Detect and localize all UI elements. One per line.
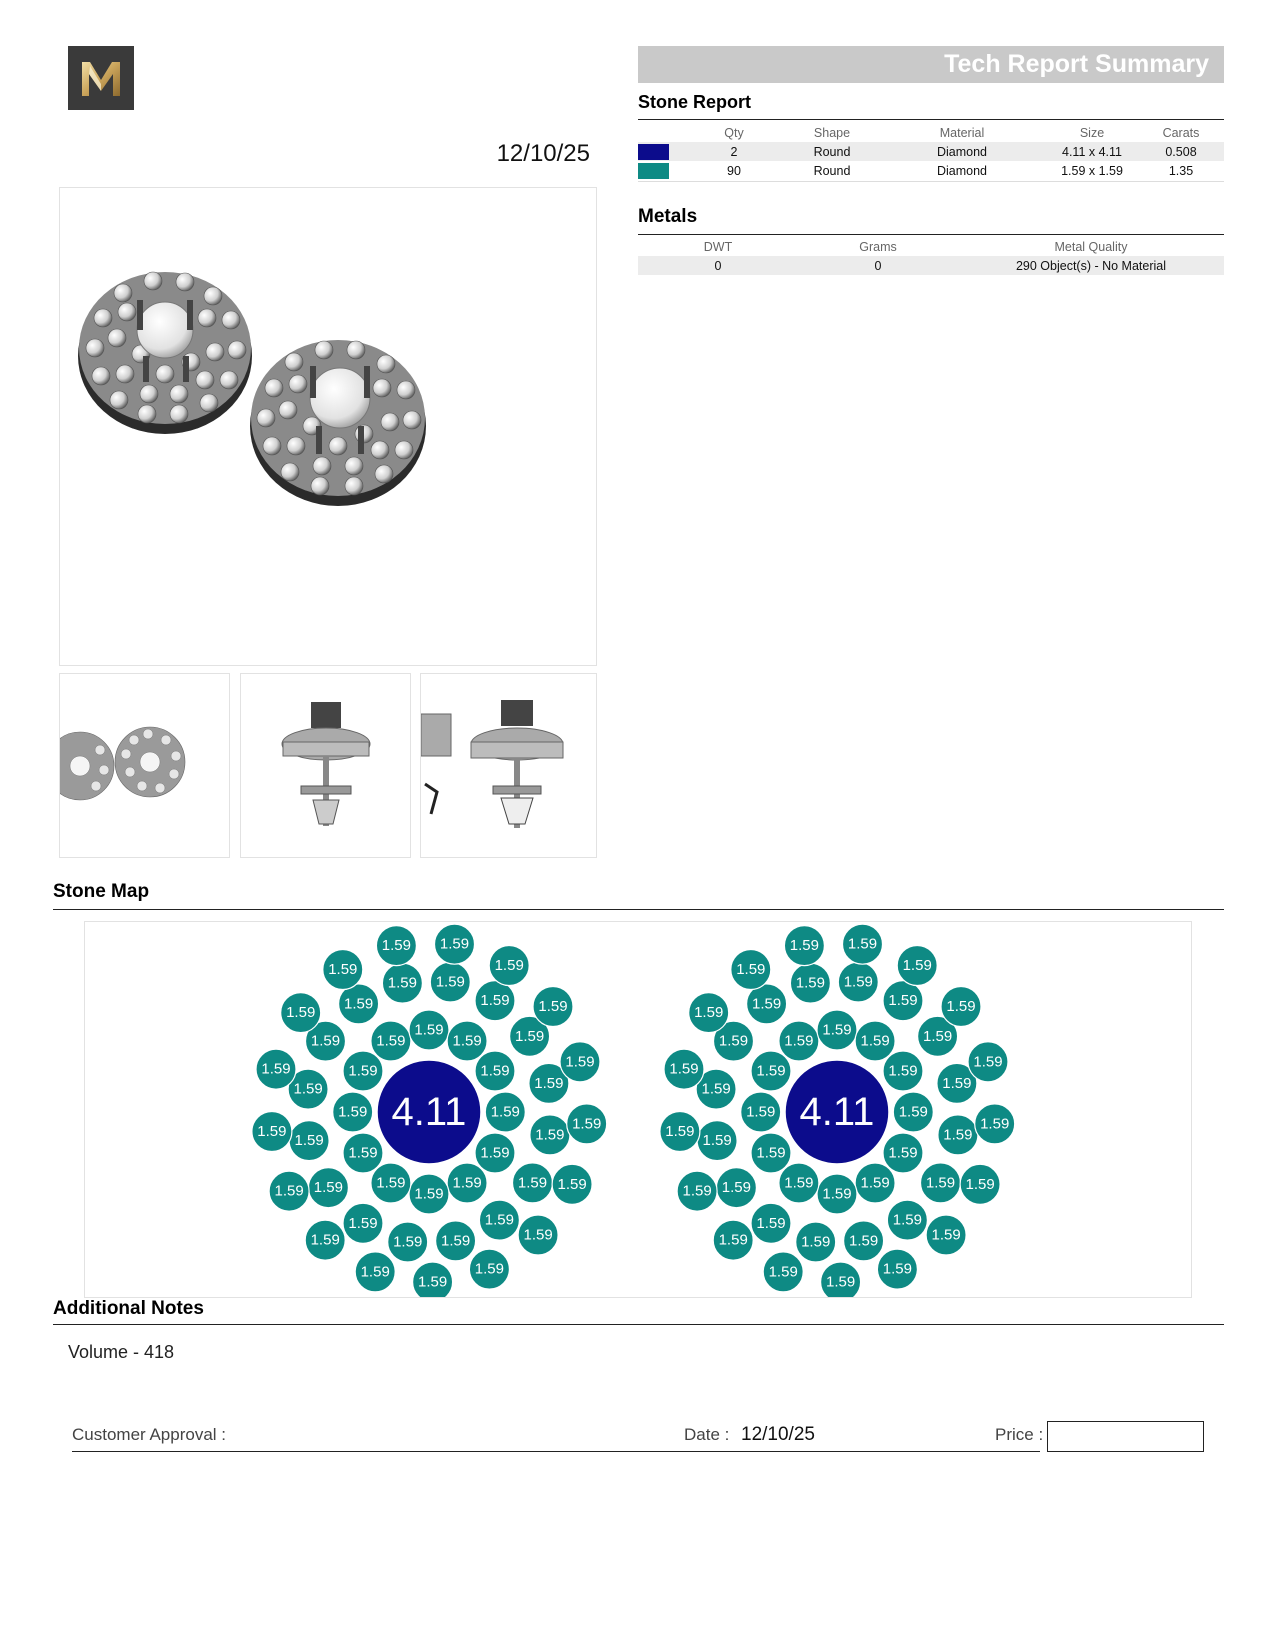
stone-report-bottom-rule — [638, 181, 1224, 182]
small-stone — [790, 963, 830, 1003]
small-stone-label: 1.59 — [922, 1027, 953, 1045]
col-size: Size — [1079, 125, 1105, 140]
small-stone-label: 1.59 — [435, 973, 465, 991]
stone-map — [84, 921, 1192, 1298]
small-stone — [436, 1221, 476, 1261]
small-stone — [751, 1051, 791, 1091]
small-stone-label: 1.59 — [286, 1004, 316, 1022]
small-stone — [796, 1222, 836, 1262]
small-stone-label: 1.59 — [274, 1182, 304, 1200]
metals-table — [638, 237, 1224, 275]
small-stone-label: 1.59 — [736, 961, 766, 978]
small-stone-label: 1.59 — [965, 1175, 995, 1193]
small-stone-label: 1.59 — [484, 1211, 515, 1229]
notes-rule — [53, 1324, 1224, 1325]
small-stone — [371, 1021, 411, 1061]
small-stone-label: 1.59 — [973, 1053, 1003, 1071]
stone-color-swatch — [638, 144, 669, 160]
small-stone — [256, 1049, 296, 1089]
small-stone-label: 1.59 — [925, 1174, 956, 1192]
small-stone-label: 1.59 — [439, 935, 470, 953]
small-stone-label: 1.59 — [756, 1062, 786, 1080]
small-stone-label: 1.59 — [360, 1263, 390, 1281]
small-stone-label: 1.59 — [376, 1174, 406, 1192]
small-stone-label: 1.59 — [376, 1032, 406, 1050]
small-stone-label: 1.59 — [348, 1144, 378, 1162]
small-stone — [413, 1262, 453, 1297]
small-stone-label: 1.59 — [310, 1231, 340, 1249]
approval-date-value: 12/10/25 — [741, 1424, 815, 1445]
small-stone — [475, 981, 515, 1021]
col-shape: Shape — [813, 125, 851, 140]
small-stone — [343, 1051, 383, 1091]
small-stone-label: 1.59 — [882, 1260, 913, 1278]
small-stone-label: 1.59 — [343, 995, 374, 1013]
small-stone — [269, 1171, 309, 1211]
center-stone-label: 4.11 — [799, 1090, 875, 1134]
thumbnail-side-view[interactable] — [240, 673, 411, 858]
small-stone-label: 1.59 — [892, 1211, 923, 1229]
small-stone-label: 1.59 — [565, 1053, 595, 1071]
col-qty: Qty — [724, 125, 744, 140]
small-stone — [479, 1200, 519, 1240]
small-stone — [784, 926, 824, 966]
small-stone-label: 1.59 — [328, 961, 358, 978]
small-stone-label: 1.59 — [414, 1021, 444, 1039]
small-stone — [677, 1171, 717, 1211]
col-carats: Carats — [1162, 125, 1200, 140]
small-stone — [530, 1115, 570, 1155]
small-stone — [821, 1262, 861, 1297]
small-stone — [877, 1249, 917, 1289]
small-stone-label: 1.59 — [572, 1115, 602, 1133]
signature-line[interactable] — [72, 1451, 1040, 1452]
small-stone — [660, 1112, 700, 1152]
small-stone — [897, 946, 937, 986]
small-stone — [388, 1222, 428, 1262]
col-material: Material — [939, 125, 985, 140]
small-stone-label: 1.59 — [751, 995, 782, 1013]
small-stone — [552, 1164, 592, 1204]
small-stone — [333, 1092, 373, 1132]
small-stone-label: 1.59 — [822, 1021, 852, 1039]
small-stone-label: 1.59 — [417, 1273, 448, 1291]
small-stone — [926, 1215, 966, 1255]
small-stone-label: 1.59 — [860, 1174, 890, 1192]
small-stone — [751, 1203, 791, 1243]
small-stone-label: 1.59 — [860, 1032, 890, 1050]
center-stone — [377, 1060, 481, 1164]
small-stone — [447, 1021, 487, 1061]
small-stone — [844, 1221, 884, 1261]
report-date: 12/10/25 — [496, 140, 590, 167]
small-stone-label: 1.59 — [257, 1123, 287, 1140]
small-stone — [697, 1121, 737, 1161]
small-stone-label: 1.59 — [822, 1185, 852, 1203]
table-row: 90 Round Diamond 1.59 x 1.59 1.35 — [638, 161, 1224, 180]
small-stone — [838, 962, 878, 1002]
col-grams: Grams — [859, 239, 897, 254]
small-stone — [689, 993, 729, 1033]
small-stone-label: 1.59 — [440, 1232, 471, 1250]
small-stone — [308, 1168, 348, 1208]
small-stone-label: 1.59 — [902, 957, 932, 974]
small-stone — [475, 1051, 515, 1091]
small-stone-label: 1.59 — [490, 1103, 520, 1121]
small-stone-label: 1.59 — [348, 1214, 378, 1232]
small-stone-label: 1.59 — [756, 1214, 786, 1232]
small-stone — [731, 950, 771, 990]
small-stone-label: 1.59 — [538, 998, 568, 1015]
small-stone — [289, 1121, 329, 1161]
small-stone-label: 1.59 — [801, 1233, 831, 1251]
notes-heading: Additional Notes — [53, 1298, 204, 1319]
small-stone — [941, 987, 981, 1027]
small-stone — [713, 1220, 753, 1260]
small-stone-label: 1.59 — [756, 1144, 786, 1162]
small-stone-label: 1.59 — [701, 1080, 731, 1098]
small-stone-label: 1.59 — [784, 1032, 814, 1050]
small-stone-label: 1.59 — [480, 1062, 510, 1080]
small-stone — [430, 962, 470, 1002]
stone-map-heading: Stone Map — [53, 881, 150, 902]
stone-report-table — [638, 123, 1224, 180]
table-row: 0 0 290 Object(s) - No Material — [638, 256, 1224, 275]
small-stone — [664, 1049, 704, 1089]
small-stone — [968, 1042, 1008, 1082]
small-stone — [938, 1115, 978, 1155]
small-stone-label: 1.59 — [381, 937, 412, 955]
small-stone — [355, 1252, 395, 1292]
small-stone — [893, 1092, 933, 1132]
small-stone-label: 1.59 — [514, 1027, 545, 1045]
small-stone — [485, 1092, 525, 1132]
small-stone — [376, 926, 416, 966]
small-stone — [817, 1174, 857, 1214]
small-stone-label: 1.59 — [348, 1062, 378, 1080]
customer-approval-label: Customer Approval : — [72, 1425, 227, 1444]
small-stone-label: 1.59 — [523, 1226, 553, 1244]
stone-map-rule — [53, 909, 1224, 910]
small-stone — [447, 1163, 487, 1203]
small-stone — [513, 1163, 553, 1203]
small-stone — [489, 946, 529, 986]
small-stone-label: 1.59 — [452, 1032, 482, 1050]
small-stone — [843, 924, 883, 964]
small-stone — [887, 1200, 927, 1240]
small-stone-label: 1.59 — [943, 1126, 973, 1144]
small-stone-label: 1.59 — [517, 1174, 548, 1192]
small-stone — [779, 1163, 819, 1203]
small-stone-label: 1.59 — [825, 1273, 856, 1291]
stone-color-swatch — [638, 163, 669, 179]
company-logo — [68, 46, 134, 110]
small-stone-label: 1.59 — [898, 1103, 928, 1121]
small-stone — [305, 1220, 345, 1260]
small-stone-label: 1.59 — [931, 1226, 961, 1244]
small-stone — [323, 950, 363, 990]
small-stone — [518, 1215, 558, 1255]
small-stone-label: 1.59 — [702, 1132, 732, 1150]
small-stone-label: 1.59 — [718, 1032, 749, 1050]
small-stone-label: 1.59 — [414, 1185, 444, 1203]
small-stone — [741, 1092, 781, 1132]
small-stone-label: 1.59 — [843, 973, 873, 991]
small-stone-label: 1.59 — [980, 1115, 1010, 1133]
small-stone — [751, 1133, 791, 1173]
small-stone — [343, 1133, 383, 1173]
small-stone — [975, 1104, 1015, 1144]
small-stone-label: 1.59 — [784, 1174, 814, 1192]
small-stone — [343, 1203, 383, 1243]
small-stone-label: 1.59 — [261, 1060, 291, 1078]
small-stone-label: 1.59 — [848, 1232, 879, 1250]
small-stone — [567, 1104, 607, 1144]
main-render-image — [59, 187, 597, 666]
notes-text: Volume - 418 — [68, 1342, 175, 1362]
small-stone — [921, 1163, 961, 1203]
small-stone-label: 1.59 — [746, 1103, 776, 1121]
small-stone-label: 1.59 — [480, 992, 510, 1010]
small-stone-label: 1.59 — [888, 1144, 918, 1162]
small-stone — [469, 1249, 509, 1289]
small-stone — [817, 1010, 857, 1050]
small-stone — [252, 1112, 292, 1152]
table-row: 2 Round Diamond 4.11 x 4.11 0.508 — [638, 142, 1224, 161]
small-stone — [371, 1163, 411, 1203]
small-stone — [533, 987, 573, 1027]
price-input[interactable] — [1047, 1421, 1204, 1452]
small-stone — [883, 1051, 923, 1091]
report-title-bar — [638, 46, 1224, 83]
thumbnail-front-view[interactable] — [420, 673, 597, 858]
small-stone-label: 1.59 — [294, 1132, 324, 1150]
center-stone — [785, 1060, 889, 1164]
small-stone — [281, 993, 321, 1033]
small-stone-label: 1.59 — [795, 974, 826, 992]
small-stone-label: 1.59 — [313, 1179, 344, 1197]
small-stone — [716, 1168, 756, 1208]
metals-heading: Metals — [638, 206, 698, 227]
small-stone-label: 1.59 — [942, 1074, 972, 1092]
stone-report-heading: Stone Report — [638, 92, 752, 112]
stone-map-diagram — [85, 922, 1191, 1297]
col-metal-quality: Metal Quality — [1054, 239, 1128, 254]
small-stone — [409, 1174, 449, 1214]
small-stone-label: 1.59 — [494, 957, 524, 974]
price-label: Price : — [995, 1425, 1044, 1444]
center-stone-label: 4.11 — [391, 1090, 467, 1134]
small-stone — [855, 1021, 895, 1061]
small-stone-label: 1.59 — [534, 1074, 564, 1092]
stone-report-rule — [638, 119, 1224, 120]
approval-date-label: Date : — [684, 1425, 730, 1444]
small-stone-label: 1.59 — [888, 992, 918, 1010]
small-stone-label: 1.59 — [682, 1182, 712, 1200]
small-stone-label: 1.59 — [535, 1126, 565, 1144]
small-stone — [763, 1252, 803, 1292]
small-stone-label: 1.59 — [665, 1123, 695, 1140]
small-stone — [560, 1042, 600, 1082]
metals-rule — [638, 234, 1224, 235]
small-stone — [435, 924, 475, 964]
small-stone-label: 1.59 — [669, 1060, 699, 1078]
small-stone-label: 1.59 — [721, 1179, 752, 1197]
small-stone-label: 1.59 — [946, 998, 976, 1015]
small-stone — [960, 1164, 1000, 1204]
small-stone-label: 1.59 — [888, 1062, 918, 1080]
small-stone-label: 1.59 — [310, 1032, 341, 1050]
small-stone-label: 1.59 — [452, 1174, 482, 1192]
small-stone-label: 1.59 — [694, 1004, 724, 1022]
col-dwt: DWT — [703, 239, 733, 254]
small-stone-label: 1.59 — [768, 1263, 798, 1281]
small-stone-label: 1.59 — [293, 1080, 323, 1098]
small-stone-label: 1.59 — [387, 974, 418, 992]
small-stone-label: 1.59 — [393, 1233, 423, 1251]
small-stone-label: 1.59 — [474, 1260, 505, 1278]
report-title: Tech Report Summary — [944, 50, 1209, 78]
small-stone-label: 1.59 — [480, 1144, 510, 1162]
small-stone — [855, 1163, 895, 1203]
small-stone-label: 1.59 — [718, 1231, 748, 1249]
small-stone — [883, 981, 923, 1021]
small-stone-label: 1.59 — [557, 1175, 587, 1193]
small-stone-label: 1.59 — [847, 935, 878, 953]
thumbnail-top-view[interactable] — [59, 673, 230, 858]
small-stone — [779, 1021, 819, 1061]
small-stone-label: 1.59 — [789, 937, 820, 955]
small-stone — [883, 1133, 923, 1173]
small-stone-label: 1.59 — [338, 1103, 368, 1121]
small-stone — [475, 1133, 515, 1173]
small-stone — [382, 963, 422, 1003]
small-stone — [409, 1010, 449, 1050]
